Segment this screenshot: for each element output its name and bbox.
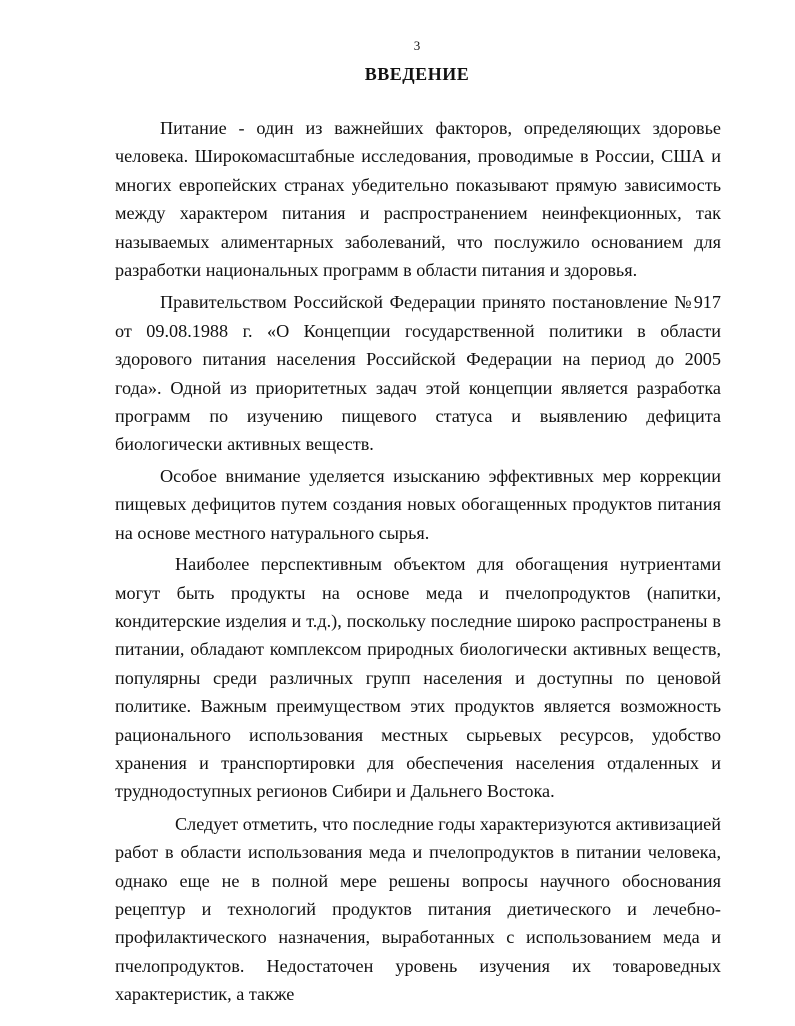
- paragraph-4: Наиболее перспективным объектом для обогащения нутриентами могут быть продукты на основе меда и пчелопродуктов (напитки, кондитерские изделия и т.д.), поскольку последние широко распространены в питании, обладают комплексом природных биологически активных веществ, популярны среди различных групп населения и доступны по ценовой политике. Важным преимуществом этих продуктов является возможность рационального использования местных сырьевых ресурсов, удобство хранения и транспортировки для обеспечения населения отдаленных и труднодоступных регионов Сибири и Дальнего Востока.: [115, 554, 721, 802]
- paragraph-1: Питание - один из важнейших факторов, определяющих здоровье человека. Широкомасштабные исследования, проводимые в России, США и многих европейских странах убедительно показывают прямую зависимость между характером питания и распространением неинфекционных, так называемых алиментарных заболеваний, что послужило основанием для разработки национальных программ в области питания и здоровья.: [115, 118, 721, 281]
- section-heading: ВВЕДЕНИЕ: [364, 64, 470, 84]
- paragraph-2: Правительством Российской Федерации принято постановление №917 от 09.08.1988 г. «О Концепции государственной политики в области здорового питания населения Российской Федерации на период до 2005 года». Одной из приоритетных задач этой концепции является разработка программ по изучению пищевого статуса и выявлению дефицита биологически активных веществ.: [115, 292, 721, 455]
- document-body: [115, 114, 721, 1009]
- paragraph-3: Особое внимание уделяется изысканию эффективных мер коррекции пищевых дефицитов путем создания новых обогащенных продуктов питания на основе местного натурального сырья.: [115, 465, 721, 543]
- paragraph-5: Следует отметить, что последние годы характеризуются активизацией работ в области использования меда и пчелопродуктов в питании человека, однако еще не в полной мере решены вопросы научного обоснования рецептур и технологий продуктов питания диетического и лечебно-профилактического назначения, выработанных с использованием меда и пчелопродуктов. Недостаточен уровень изучения их товароведных характеристик, а также: [115, 813, 721, 1005]
- page-number: 3: [413, 38, 421, 53]
